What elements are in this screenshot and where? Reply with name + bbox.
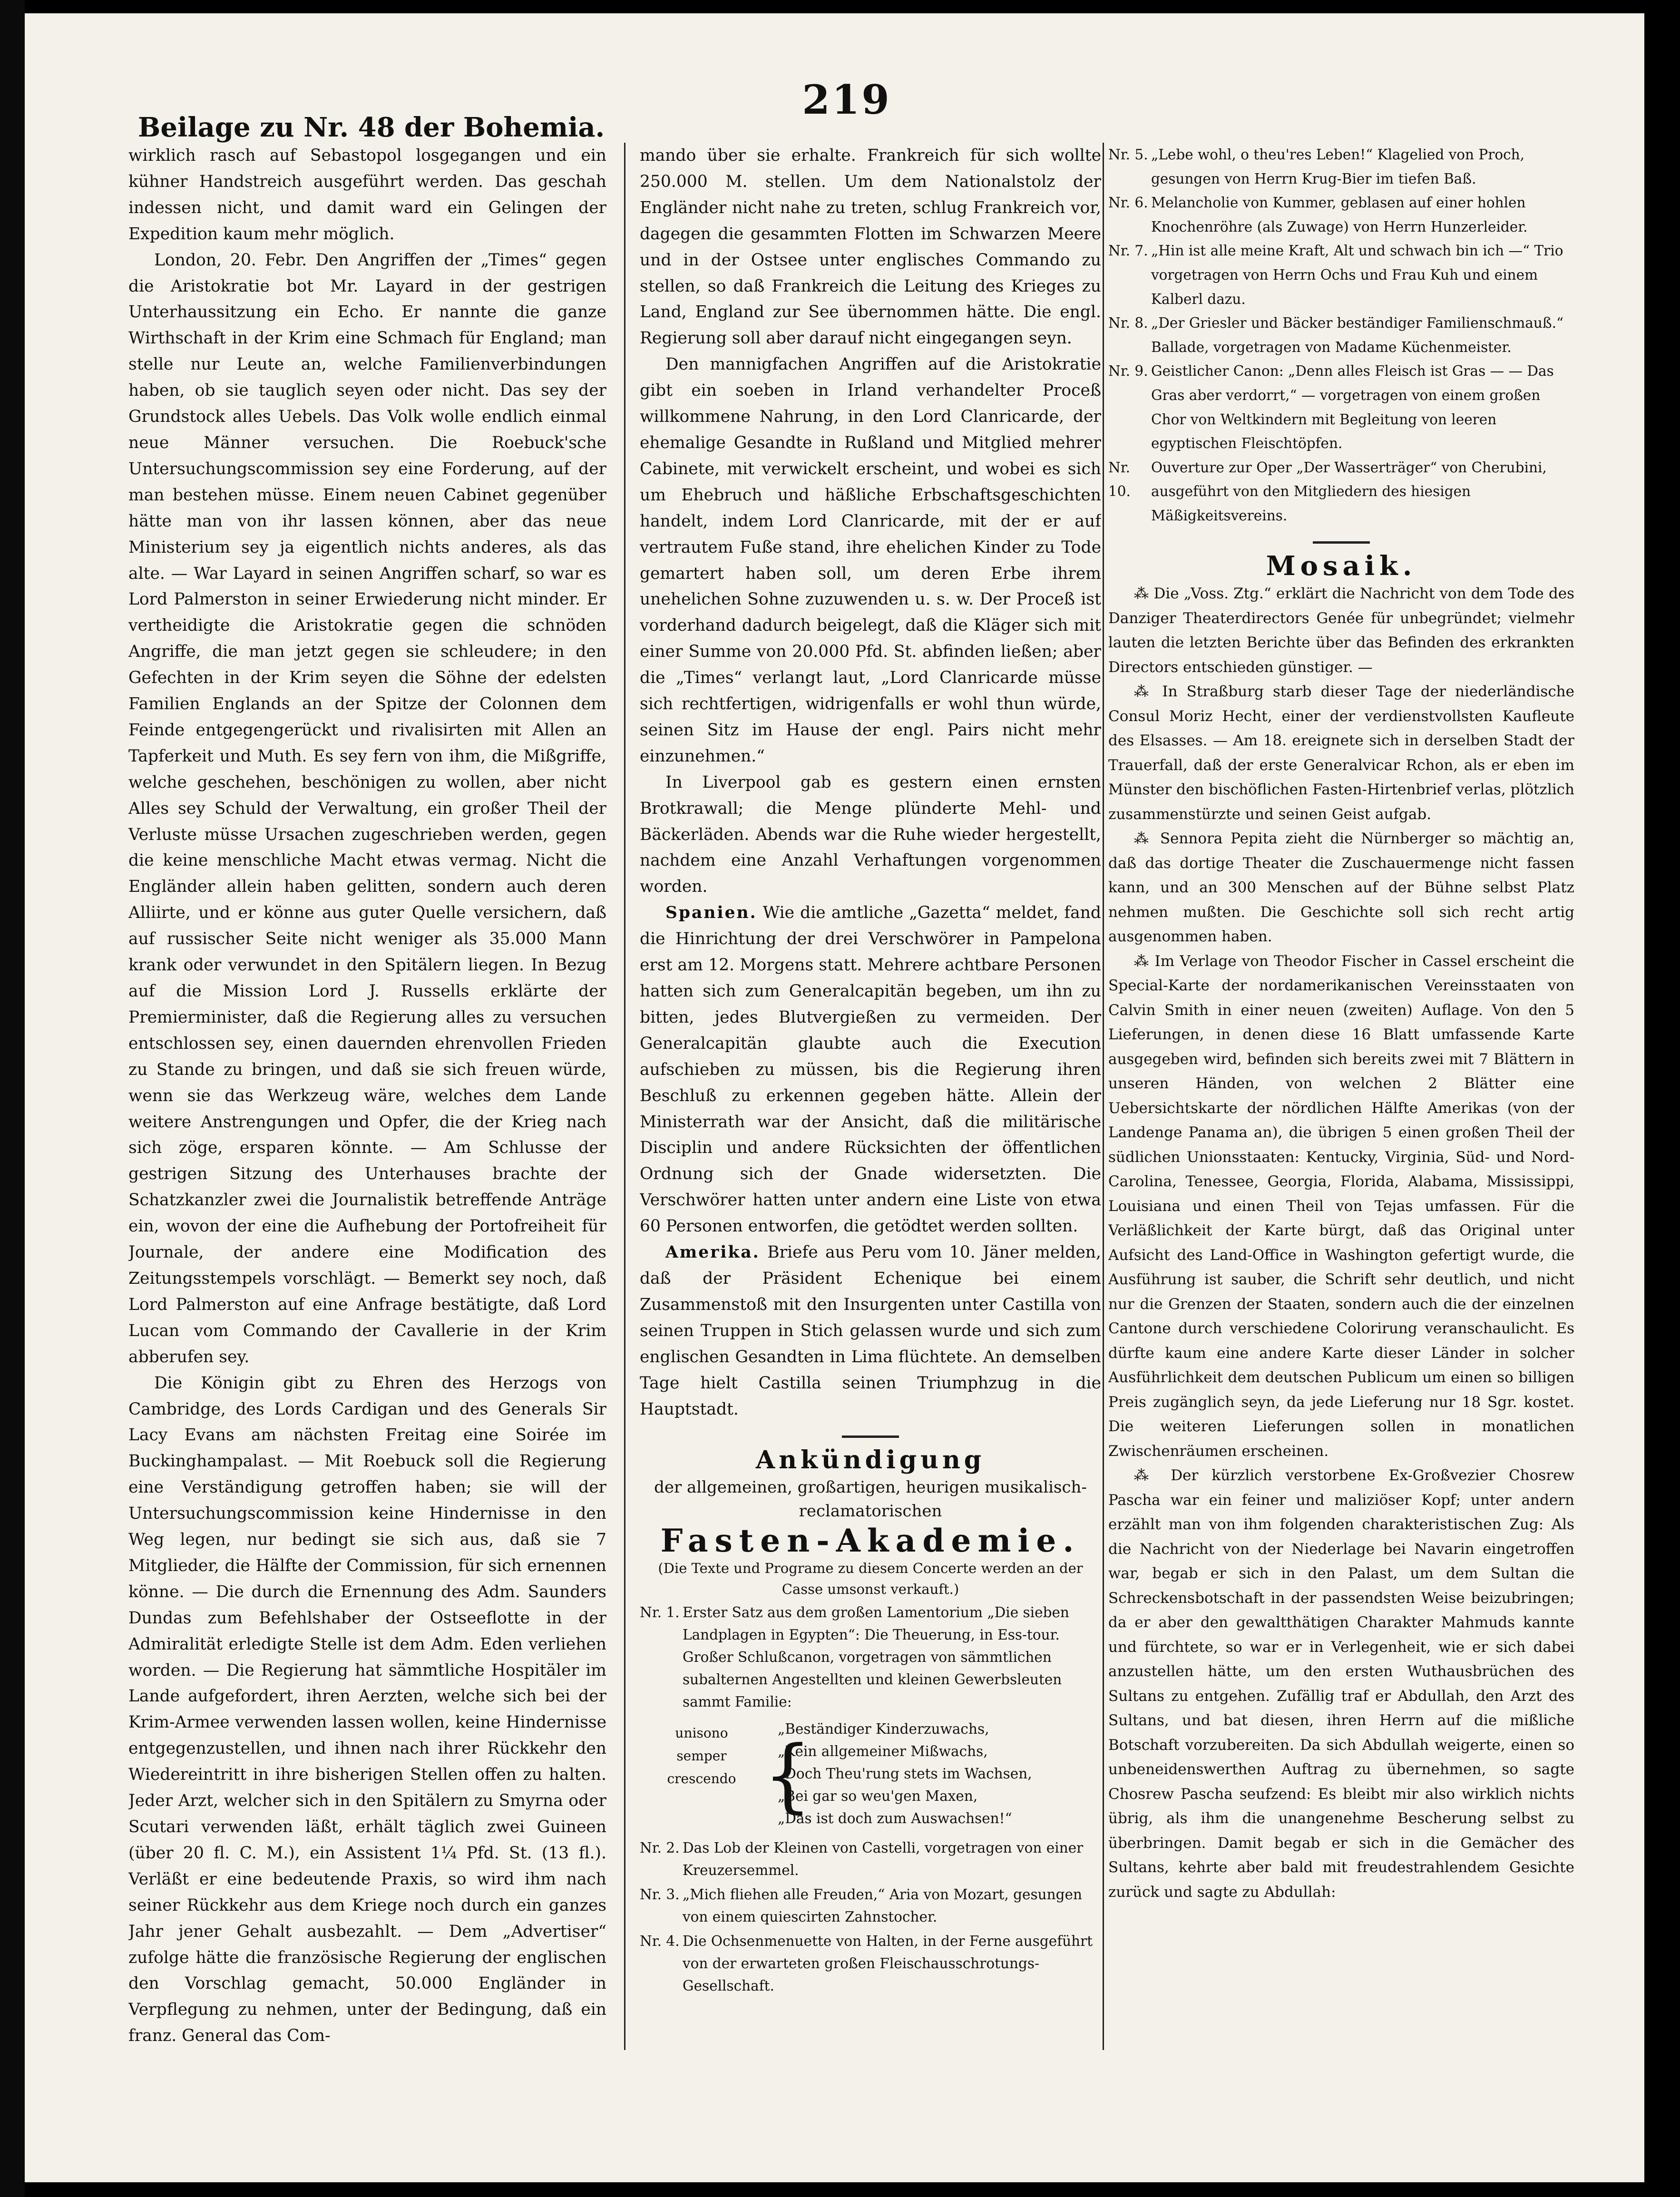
program-item (640, 1930, 1101, 1997)
program-item (1108, 359, 1574, 455)
brace-symbol: { (763, 1728, 812, 1822)
supplement-heading: Beilage zu Nr. 48 der Bohemia. (138, 112, 605, 143)
program-item (640, 1601, 1101, 1713)
program-number: Nr. 9. (1108, 363, 1148, 380)
article-spain (640, 900, 1101, 1240)
section-divider (842, 1435, 899, 1438)
article-liverpool: In Liverpool gab es gestern einen ernsten Brotkrawall; die Menge plünderte Mehl- und Bäckerläden. Abends war die Ruhe wieder hergestellt, nachdem eine Anzahl Verhaftungen vorgenommen worden. (640, 772, 1101, 897)
lyric-line: „Bei gar so weu'gen Maxen, (778, 1788, 978, 1805)
program-item (1108, 239, 1574, 311)
announcement-subtitle: der allgemeinen, großartigen, heurigen musikalisch-reclamatorischen (654, 1478, 1087, 1521)
program-text: Die Ochsenmenuette von Halten, in der Ferne ausgeführt von der erwarteten großen Fleischausschrotungs-Gesellschaft. (683, 1933, 1093, 1994)
program-item (640, 1884, 1101, 1928)
program-text: „Lebe wohl, o theu'res Leben!“ Klagelied von Proch, gesungen von Herrn Krug-Bier im tiefen Baß. (1151, 146, 1524, 187)
program-list-continued (1108, 143, 1574, 528)
column-rule (624, 143, 625, 2050)
program-text: „Hin ist alle meine Kraft, Alt und schwach bin ich —“ Trio vorgetragen von Herrn Ochs und Frau Kuh und einem Kalberl dazu. (1151, 243, 1563, 307)
program-number: Nr. 2. (640, 1840, 680, 1856)
dateline-spain: Spanien. (665, 903, 757, 923)
dateline-america: Amerika. (665, 1243, 760, 1262)
lyric-line: „Beständiger Kinderzuwachs, (778, 1721, 989, 1738)
program-item (1108, 143, 1574, 191)
program-text: Geistlicher Canon: „Denn alles Fleisch ist Gras — — Das Gras aber verdorrt,“ — vorgetragen von einem großen Chor von Weltkindern mit Begleitung von leeren egyptischen Fleischtöpfen. (1151, 363, 1554, 452)
article-america-text: Briefe aus Peru vom 10. Jäner melden, daß der Präsident Echenique bei einem Zusammenstoß mit den Insurgenten unter Castilla von seinen Truppen in Stich gelassen wurde und sich zum englischen Gesandten in Lima flüchtete. An demselben Tage hielt Castilla seinen Triumphzug in die Hauptstadt. (640, 1243, 1101, 1419)
announcement-title: Ankündigung (755, 1445, 986, 1475)
program-number: Nr. 5. (1108, 146, 1148, 163)
article-continuation: mando über sie erhalte. Frankreich für sich wollte 250.000 M. stellen. Um dem Nationalstolz der Engländer nicht nahe zu treten, schlug Frankreich vor, dagegen die gesammten Flotten im Schwarzen Meere und in der Ostsee unter englisches Commando zu stellen, so daß Frankreich die Leitung des Krieges zu Land, England zur See übernommen hätte. Die engl. Regierung soll aber darauf nicht eingegangen seyn. (640, 146, 1101, 348)
mosaik-item: ⁂ Sennora Pepita zieht die Nürnberger so mächtig an, daß das dortige Theater die Zuschauermenge nicht fassen kann, und an 300 Menschen auf der Bühne selbst Platz nehmen mußten. Die Geschichte soll sich recht artig ausgenommen haben. (1108, 830, 1574, 946)
program-number: Nr. 7. (1108, 243, 1148, 259)
chorus-block (640, 1718, 1101, 1832)
article-america (640, 1240, 1101, 1422)
chorus-lyrics (778, 1718, 1101, 1832)
program-text: Das Lob der Kleinen von Castelli, vorgetragen von einer Kreuzersemmel. (683, 1840, 1084, 1879)
program-text: „Mich fliehen alle Freuden,“ Aria von Mozart, gesungen von einem quiescirten Zahnstocher. (683, 1886, 1082, 1925)
mosaik-item: ⁂ Die „Voss. Ztg.“ erklärt die Nachricht von dem Tode des Danziger Theaterdirectors Genée für unbegründet; vielmehr lauten die letzten Berichte über das Befinden des erkrankten Directors entschieden günstiger. — (1108, 585, 1574, 676)
chorus-directions (640, 1718, 763, 1832)
program-number: Nr. 4. (640, 1933, 680, 1950)
section-heading-mosaik: Mosaik. (1266, 550, 1417, 582)
program-list (640, 1601, 1101, 1997)
lyric-line: „Doch Theu'rung stets im Wachsen, (778, 1766, 1032, 1782)
column-rule (1103, 143, 1104, 2050)
program-text: Erster Satz aus dem großen Lamentorium „Die sieben Landplagen in Egypten“: Die Theuerung, in Ess-tour. Großer Schlußcanon, vorgetragen von sämmtlichen subalternen Angestellten und kleinen Gewerbsleuten sammt Familie: (683, 1604, 1069, 1710)
scan-border (0, 0, 25, 2197)
program-number: Nr. 3. (640, 1886, 680, 1903)
program-item (1108, 311, 1574, 359)
mosaik-item: ⁂ Der kürzlich verstorbene Ex-Großvezier Chosrew Pascha war ein feiner und maliziöser Kopf; unter andern erzählt man von ihm folgenden charakteristischen Zug: Als die Nachricht von der Niederlage bei Navarin eingetroffen war, begab er sich in den Palast, um dem Sultan die Schreckensbotschaft in der passendsten Weise beizubringen; da er aber den gewaltthätigen Charakter Mahmuds kannte und fürchtete, so war er in Verlegenheit, wie er sich dabei anzustellen hätte, um den ersten Wuthausbrüchen des Sultans zu entgehen. Zufällig traf er Abdullah, den Arzt des Sultans, und bat diesen, ihren Herrn auf die mißliche Botschaft vorzubereiten. Da sich Abdullah weigerte, einen so unbeneidenswerthen Auftrag zu übernehmen, so sagte Chosrew Pascha seufzend: Es bleibt mir also wirklich nichts übrig, als ihm die unangenehme Bescherung selbst zu überbringen. Damit begab er sich in die Gemächer des Sultans, kehrte aber bald mit freudestrahlendem Gesichte zurück und sagte zu Abdullah: (1108, 1467, 1574, 1901)
program-text: Melancholie von Kummer, geblasen auf einer hohlen Knochenröhre (als Zuwage) von Herrn Hunzerleider. (1151, 195, 1528, 235)
program-text: Ouverture zur Oper „Der Wasserträger“ von Cherubini, ausgeführt von den Mitgliedern des hiesigen Mäßigkeitsvereins. (1151, 459, 1547, 524)
column-middle (640, 143, 1101, 2055)
program-item (1108, 191, 1574, 239)
direction-label: unisono (675, 1725, 728, 1741)
program-item (640, 1837, 1101, 1882)
announcement-event: Fasten-Akademie. (660, 1522, 1081, 1560)
program-number: Nr. 8. (1108, 315, 1148, 332)
article-london: London, 20. Febr. Den Angriffen der „Times“ gegen die Aristokratie bot Mr. Layard in der gestrigen Unterhaussitzung ein Echo. Er nannte die ganze Wirthschaft in der Krim eine Schmach für England; man stelle nur Leute an, welche Familienverbindungen haben, ob sie tauglich seyen oder nicht. Das sey der Grundstock alles Uebels. Das Volk wolle endlich einmal neue Männer versuchen. Die Roebuck'sche Untersuchungscommission sey eine Forderung, auf der man bestehen müsse. Einem neuen Cabinet gegenüber hätte man von ihr lassen können, aber das neue Ministerium sey ja eigentlich nichts anderes, als das alte. — War Layard in seinen Angriffen scharf, so war es Lord Palmerston in seiner Erwiederung nicht minder. Er vertheidigte die Aristokratie gegen die schnöden Angriffe, die man jetzt gegen sie schleudere; in den Gefechten in der Krim seyen die Söhne der edelsten Familien Englands an der Spitze der Colonnen dem Feinde entgegengerückt und rivalisirten mit Allen an Tapferkeit und Muth. Es sey fern von ihm, die Mißgriffe, welche geschehen, beschönigen zu wollen, aber nicht Alles sey Schuld der Verwaltung, ein großer Theil der Verluste müsse Ursachen zugeschrieben werden, gegen die keine menschliche Macht etwas vermag. Nicht die Engländer allein haben gelitten, sondern auch deren Alliirte, und er könne aus guter Quelle versichern, daß auf russischer Seite nicht weniger als 35.000 Mann krank oder verwundet in den Spitälern liegen. In Bezug auf die Mission Lord J. Russells erklärte der Premierminister, daß die Regierung alles zu versuchen entschlossen sey, einen dauernden ehrenvollen Frieden zu Stande zu bringen, und daß sie sich freuen würde, wenn sie das Werkzeug wäre, welches dem Lande weitere Anstrengungen und Opfer, die der Krieg nach sich zöge, ersparen könnte. — Am Schlusse der gestrigen Sitzung des Unterhauses brachte der Schatzkanzler zwei die Journalistik betreffende Anträge ein, wovon der eine die Aufhebung der Portofreiheit für Journale, der andere eine Modification des Zeitungsstempels vorschlägt. — Bemerkt sey noch, daß Lord Palmerston auf eine Anfrage bestätigte, daß Lord Lucan vom Commando der Cavallerie in der Krim abberufen sey. (128, 250, 606, 1367)
column-right (1108, 143, 1574, 2055)
lyric-line: „Kein allgemeiner Mißwachs, (778, 1743, 988, 1760)
program-number: Nr. 6. (1108, 195, 1148, 211)
article-spain-text: Wie die amtliche „Gazetta“ meldet, fand die Hinrichtung der drei Verschwörer in Pampelona erst am 12. Morgens statt. Mehrere achtbare Personen hatten sich zum Generalcapitän begeben, um ihn zu bitten, jedes Blutvergießen zu vermeiden. Der Generalcapitän glaubte auch die Execution aufschieben zu müssen, bis die Regierung ihren Beschluß zu erkennen gegeben hätte. Allein der Ministerrath war der Ansicht, daß die militärische Disciplin und andere Rücksichten der öffentlichen Ordnung sich der Gnade widersetzten. Die Verschwörer hatten unter andern eine Liste von etwa 60 Personen entworfen, die getödtet werden sollten. (640, 903, 1101, 1236)
section-divider (1313, 541, 1370, 544)
mosaik-items (1108, 582, 1574, 1904)
page-number: 219 (802, 76, 891, 123)
lyric-line: „Das ist doch zum Auswachsen!“ (778, 1810, 1012, 1827)
article-queen-soiree: Die Königin gibt zu Ehren des Herzogs von Cambridge, des Lords Cardigan und des Generals Sir Lacy Evans am nächsten Freitag eine Soirée im Buckinghampalast. — Mit Roebuck soll die Regierung eine Verständigung getroffen haben; sie will der Untersuchungscommission keine Hindernisse in den Weg legen, nur bedingt sie sich aus, daß sie 7 Mitglieder, die Hälfte der Commission, für sich ernennen könne. — Die durch die Ernennung des Adm. Saunders Dundas zum Befehlshaber der Ostseeflotte in der Admiralität erledigte Stelle ist dem Adm. Eden verliehen worden. — Die Regierung hat sämmtliche Hospitäler im Lande aufgefordert, ihren Aerzten, welche sich bei der Krim-Armee verwenden lassen wollen, keine Hindernisse entgegenzustellen, und ihnen nach ihrer Rückkehr den Wiedereintritt in ihre bisherigen Stellen offen zu halten. Jeder Arzt, welcher sich in den Spitälern zu Smyrna oder Scutari verwenden läßt, erhält täglich zwei Guineen (über 20 fl. C. M.), ein Assistent 1¼ Pfd. St. (13 fl.). Verläßt er eine bedeutende Praxis, so wird ihm nach seiner Rückkehr aus dem Kriege noch durch ein ganzes Jahr jener Gehalt ausbezahlt. — Dem „Advertiser“ zufolge hätte die französische Regierung der englischen den Vorschlag gemacht, 50.000 Engländer in Verpflegung zu nehmen, unter der Bedingung, daß ein franz. General das Com- (128, 1373, 606, 2046)
mosaik-item: ⁂ Im Verlage von Theodor Fischer in Cassel erscheint die Special-Karte der nordamerikanischen Vereinsstaaten von Calvin Smith in einer neuen (zweiten) Auflage. Von den 5 Lieferungen, in denen diese 16 Blatt umfassende Karte ausgegeben wird, befinden sich bereits zwei mit 7 Blättern in unseren Händen, von welchen 2 Blätter eine Uebersichtskarte der nördlichen Hälfte Amerikas (von der Landenge Panama an), die übrigen 5 einen großen Theil der südlichen Unionsstaaten: Kentucky, Virginia, Süd- und Nord-Carolina, Tenessee, Georgia, Florida, Alabama, Mississippi, Louisiana und einen Theil von Tejas umfassen. Für die Verläßlichkeit der Karte bürgt, daß das Original unter Aufsicht des Land-Office in Washington gefertigt wurde, die Ausführung ist sauber, die Schrift sehr deutlich, und nicht nur die Grenzen der Staaten, sondern auch die der einzelnen Cantone durch verschiedene Colorirung veranschaulicht. Es dürfte kaum eine andere Karte dieser Länder in solcher Ausführlichkeit dem deutschen Publicum um einen so billigen Preis zugänglich seyn, da jede Lieferung nur 18 Sgr. kostet. Die weiteren Lieferungen sollen in monatlichen Zwischenräumen erscheinen. (1108, 952, 1574, 1460)
article-continuation: wirklich rasch auf Sebastopol losgegangen und ein kühner Handstreich ausgeführt werden. Das geschah indessen nicht, und damit ward ein Gelingen der Expedition kaum mehr möglich. (128, 146, 606, 244)
program-number: Nr. 10. (1108, 459, 1131, 500)
direction-label: crescendo (667, 1771, 736, 1787)
direction-label: semper (676, 1748, 727, 1764)
article-aristocracy: Den mannigfachen Angriffen auf die Aristokratie gibt ein soeben in Irland verhandelter Proceß willkommene Nahrung, in den Lord Clanricarde, der ehemalige Gesandte in Rußland und Mitglied mehrer Cabinete, mit verwickelt erscheint, und wobei es sich um Ehebruch und häßliche Erbschaftsgeschichten handelt, indem Lord Clanricarde, mit der er auf vertrautem Fuße stand, ihre ehelichen Kinder zu Tode gemartert haben soll, um deren Erbe ihrem unehelichen Sohne zuzuwenden u. s. w. Der Proceß ist vorderhand dadurch beigelegt, daß die Kläger sich mit einer Summe von 20.000 Pfd. St. abfinden ließen; aber die „Times“ verlangt laut, „Lord Clanricarde müsse sich rechtfertigen, widrigenfalls er wohl thun würde, seinen Sitz im Hause der engl. Pairs nicht mehr einzunehmen.“ (640, 355, 1101, 766)
program-number: Nr. 1. (640, 1604, 680, 1621)
program-text: „Der Griesler und Bäcker beständiger Familienschmauß.“ Ballade, vorgetragen von Madame Küchenmeister. (1151, 315, 1564, 355)
column-left (128, 143, 606, 2055)
program-item (1108, 456, 1574, 528)
mosaik-item: ⁂ In Straßburg starb dieser Tage der niederländische Consul Moriz Hecht, einer der verdienstvollsten Kaufleute des Elsasses. — Am 18. ereignete sich in derselben Stadt der Trauerfall, daß der erste Generalvicar Rchon, als er eben im Münster den bischöflichen Fasten-Hirtenbrief verlas, plötzlich zusammenstürzte und seinen Geist aufgab. (1108, 683, 1574, 823)
announcement-note: (Die Texte und Programe zu diesem Concerte werden an der Casse umsonst verkauft.) (658, 1560, 1083, 1598)
